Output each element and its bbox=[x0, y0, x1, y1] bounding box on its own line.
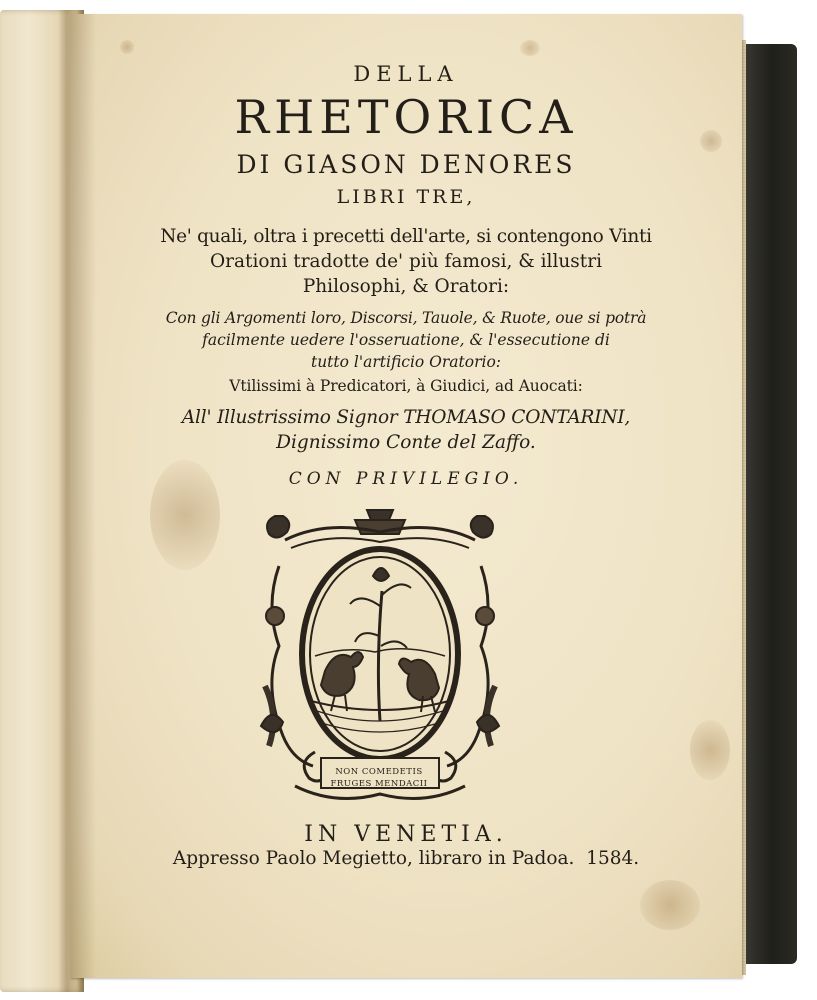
description-line-2: Orationi tradotte de' più famosi, & illustri bbox=[210, 251, 602, 272]
imprint-line bbox=[98, 848, 714, 869]
audience-line: Vtilissimi à Predicatori, à Giudici, ad Auocati: bbox=[229, 377, 583, 395]
contents-line-2: facilmente uedere l'osseruatione, & l'essecutione di bbox=[202, 331, 610, 349]
device-motto-line-1: NON COMEDETIS bbox=[335, 767, 423, 777]
dedication-line-1: All' Illustrissimo Signor THOMASO CONTARINI, bbox=[181, 407, 631, 428]
foxing-spot bbox=[690, 720, 730, 780]
imprint-publisher: Appresso Paolo Megietto, libraro in Padoa. bbox=[172, 848, 575, 869]
title-rhetorica: RHETORICA bbox=[234, 90, 578, 144]
contents-line-3: tutto l'artificio Oratorio: bbox=[310, 353, 502, 371]
imprint-city: IN VENETIA. bbox=[304, 822, 508, 847]
foxing-spot bbox=[640, 880, 700, 930]
volumes-line: LIBRI TRE, bbox=[336, 186, 476, 208]
printers-device-woodcut bbox=[255, 496, 505, 812]
description-line-1: Ne' quali, oltra i precetti dell'arte, si contengono Vinti bbox=[160, 226, 652, 247]
device-motto-line-2: FRUGES MENDACII bbox=[330, 779, 428, 789]
dedication-line-2: Dignissimo Conte del Zaffo. bbox=[276, 432, 536, 453]
foxing-spot bbox=[520, 40, 540, 56]
author-line: DI GIASON DENORES bbox=[236, 150, 576, 179]
contents-line-1: Con gli Argomenti loro, Discorsi, Tauole, & Ruote, oue si potrà bbox=[165, 309, 647, 327]
title-della: DELLA bbox=[353, 62, 459, 86]
gutter-shadow bbox=[70, 14, 96, 978]
foxing-spot bbox=[120, 40, 134, 54]
description-line-3: Philosophi, & Oratori: bbox=[302, 276, 510, 297]
privilege-line: CON PRIVILEGIO. bbox=[288, 469, 524, 489]
back-cover-board bbox=[742, 44, 797, 964]
imprint-year: 1584. bbox=[586, 848, 640, 869]
